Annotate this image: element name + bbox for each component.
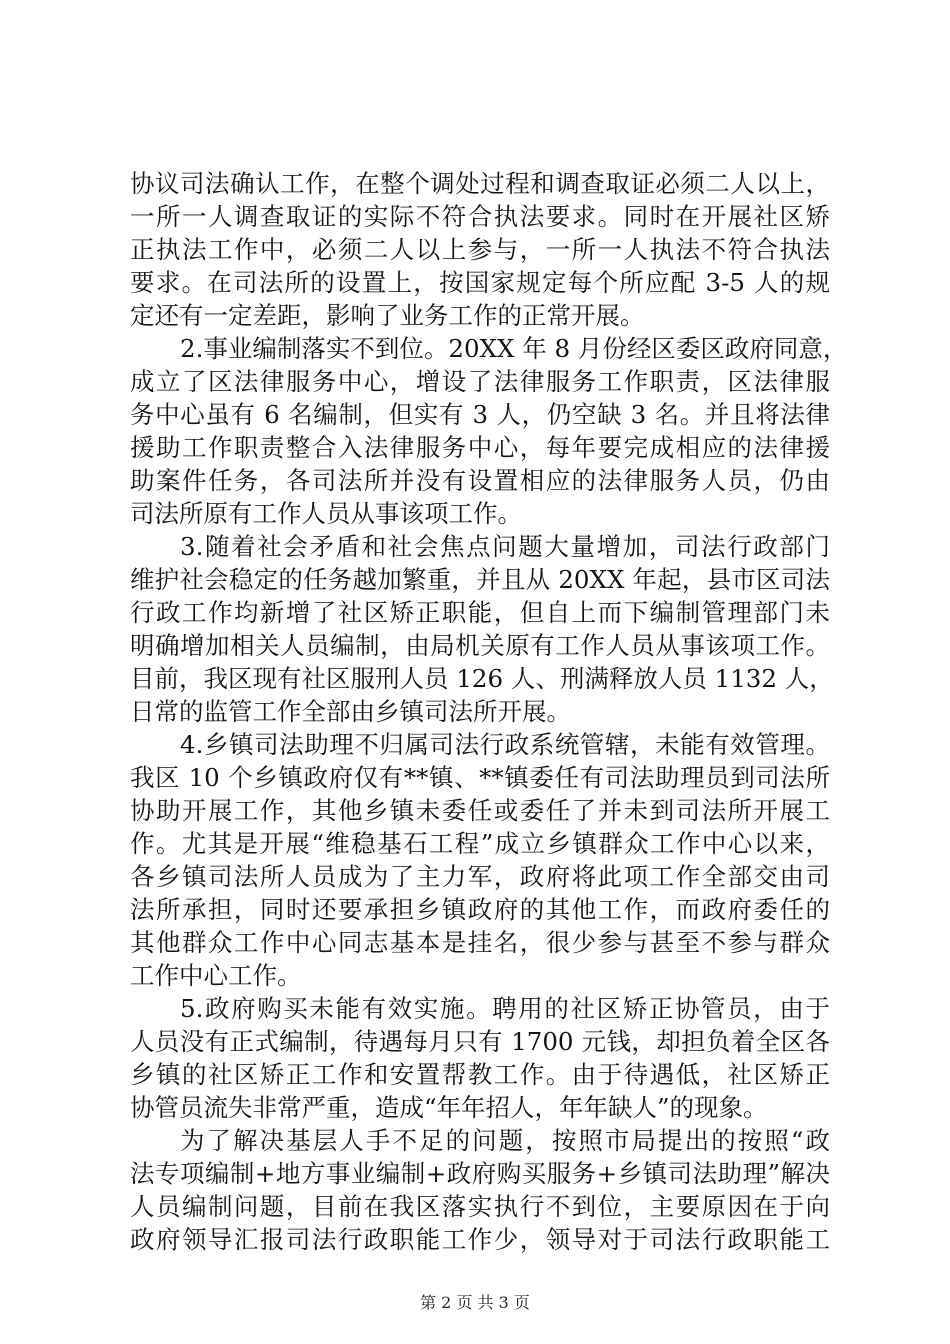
text-line: 人员没有正式编制，待遇每月只有 1700 元钱，却担负着全区各 — [130, 1027, 830, 1056]
text-line: 维护社会稳定的任务越加繁重，并且从 20XX 年起，县市区司法 — [130, 565, 830, 594]
text-line: 法专项编制+地方事业编制+政府购买服务+乡镇司法助理”解决 — [130, 1159, 830, 1188]
text-line: 明确增加相关人员编制，由局机关原有工作人员从事该项工作。 — [130, 631, 830, 660]
text-line: 为了解决基层人手不足的问题，按照市局提出的按照“政 — [180, 1126, 830, 1155]
text-line: 3.随着社会矛盾和社会焦点问题大量增加，司法行政部门 — [180, 532, 830, 561]
text-line: 政府领导汇报司法行政职能工作少，领导对于司法行政职能工 — [130, 1225, 830, 1254]
text-line: 协议司法确认工作，在整个调处过程和调查取证必须二人以上， — [130, 169, 830, 198]
text-line: 工作中心工作。 — [130, 961, 302, 990]
text-line: 协管员流失非常严重，造成“年年招人，年年缺人”的现象。 — [130, 1093, 768, 1122]
document-body — [130, 167, 848, 1256]
text-line: 法所承担，同时还要承担乡镇政府的其他工作，而政府委任的 — [130, 895, 830, 924]
text-line: 定还有一定差距，影响了业务工作的正常开展。 — [130, 301, 645, 330]
text-line: 协助开展工作，其他乡镇未委任或委任了并未到司法所开展工 — [130, 796, 830, 825]
text-line: 正执法工作中，必须二人以上参与，一所一人执法不符合执法 — [130, 235, 830, 264]
text-line: 我区 10 个乡镇政府仅有**镇、**镇委任有司法助理员到司法所 — [130, 763, 830, 792]
text-line: 2.事业编制落实不到位。20XX 年 8 月份经区委区政府同意， — [180, 334, 848, 363]
text-line: 作。尤其是开展“维稳基石工程”成立乡镇群众工作中心以来， — [130, 829, 830, 858]
text-line: 5.政府购买未能有效实施。聘用的社区矫正协管员，由于 — [180, 994, 830, 1023]
text-line: 日常的监管工作全部由乡镇司法所开展。 — [130, 697, 571, 726]
text-line: 成立了区法律服务中心，增设了法律服务工作职责，区法律服 — [130, 367, 830, 396]
text-line: 各乡镇司法所人员成为了主力军，政府将此项工作全部交由司 — [130, 862, 830, 891]
text-line: 4.乡镇司法助理不归属司法行政系统管辖，未能有效管理。 — [180, 730, 830, 759]
text-line: 务中心虽有 6 名编制，但实有 3 人，仍空缺 3 名。并且将法律 — [130, 400, 830, 429]
text-line: 助案件任务，各司法所并没有设置相应的法律服务人员，仍由 — [130, 466, 830, 495]
text-line: 司法所原有工作人员从事该项工作。 — [130, 499, 522, 528]
text-line: 要求。在司法所的设置上，按国家规定每个所应配 3-5 人的规 — [130, 268, 830, 297]
text-line: 一所一人调查取证的实际不符合执法要求。同时在开展社区矫 — [130, 202, 830, 231]
text-line: 乡镇的社区矫正工作和安置帮教工作。由于待遇低，社区矫正 — [130, 1060, 830, 1089]
text-line: 目前，我区现有社区服刑人员 126 人、刑满释放人员 1132 人， — [130, 664, 834, 693]
text-line: 行政工作均新增了社区矫正职能，但自上而下编制管理部门未 — [130, 598, 830, 627]
text-line: 援助工作职责整合入法律服务中心，每年要完成相应的法律援 — [130, 433, 830, 462]
text-line: 其他群众工作中心同志基本是挂名，很少参与甚至不参与群众 — [130, 928, 830, 957]
page-footer: 第 2 页 共 3 页 — [420, 1293, 530, 1312]
text-line: 人员编制问题，目前在我区落实执行不到位，主要原因在于向 — [130, 1192, 830, 1221]
